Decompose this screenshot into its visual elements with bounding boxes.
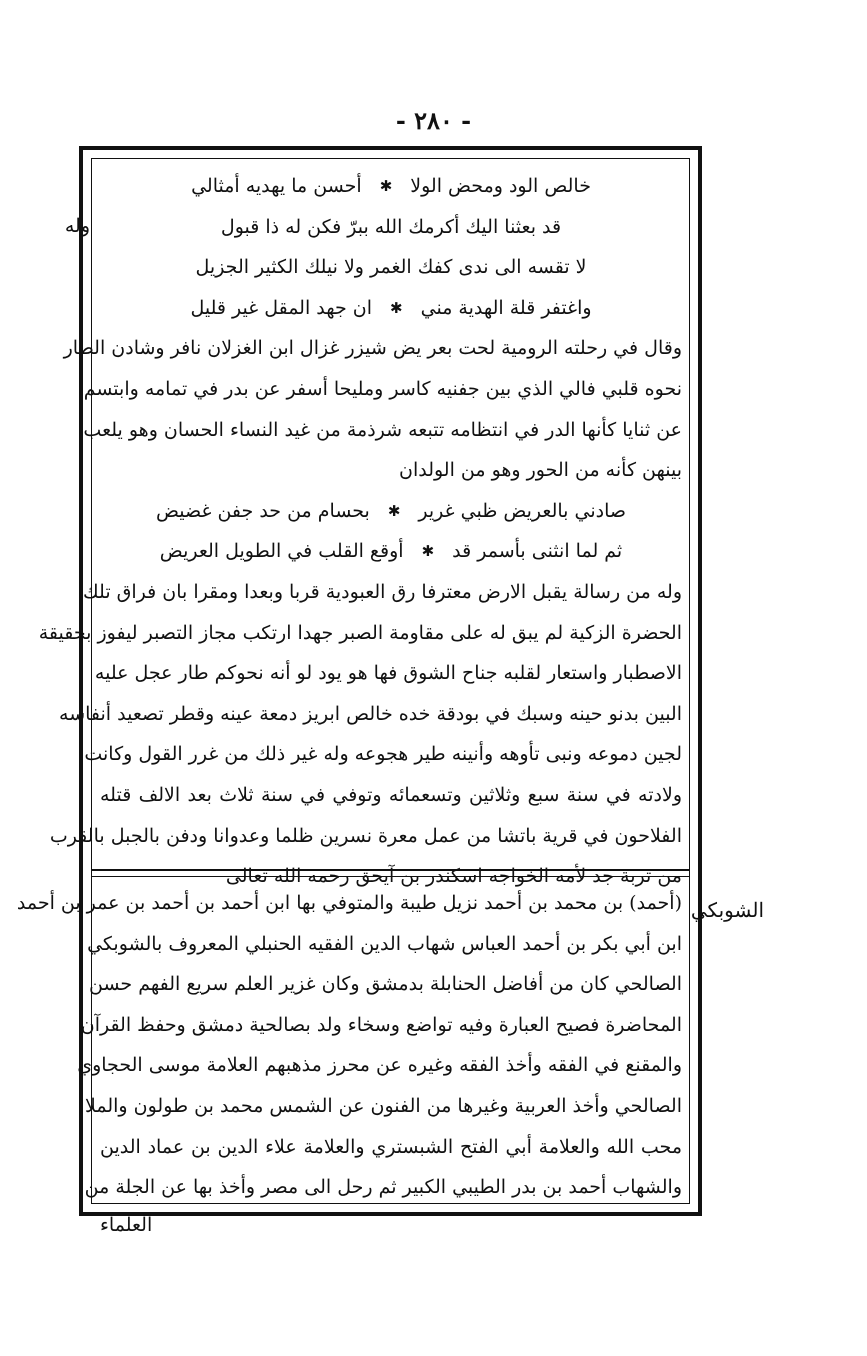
hemistich-left: أحسن ما يهديه أمثالي [191,175,362,197]
biography-line: محب الله والعلامة أبي الفتح الشبستري والعلامة علاء الدين بن عماد الدين [100,1135,682,1158]
verse-line [100,207,682,248]
star-separator-icon: ✱ [387,501,401,520]
prose-line: الاصطبار واستعار لقلبه جناح الشوق فها هو يود لو أنه نحوكم طار عجل عليه [94,662,682,685]
verse-line [100,491,682,532]
star-separator-icon: ✱ [390,298,403,317]
prose-line: نحوه قلبي فالي الذي بين جفنيه كاسر ومليحا أسفر عن بدر في تمامه وابتسم [83,377,682,400]
biography-line: الصالحي كان من أفاضل الحنابلة بدمشق وكان غزير العلم سريع الفهم حسن [89,973,682,996]
biography-line: والشهاب أحمد بن بدر الطيبي الكبير ثم رحل الى مصر وأخذ بها عن الجلة من [84,1176,682,1199]
star-separator-icon: ✱ [421,542,435,561]
biography-line: الصالحي وأخذ العربية وغيرها من الفنون عن الشمس محمد بن طولون والملا [85,1094,682,1117]
biography-line: (أحمد) بن محمد بن أحمد نزيل طيبة والمتوفي بها ابن أحمد بن أحمد بن عمر بن أحمد [16,892,682,914]
prose-line: الفلاحون في قرية باتشا من عمل معرة نسرين ظلما وعدوانا ودفن بالجبل بالقرب [49,824,682,847]
prose-line: الحضرة الزكية لم يبق له على مقاومة الصبر جهدا ارتكب مجاز التصبر ليفوز بحقيقة [38,621,682,644]
page-number: - ٢٨٠ - [395,106,472,135]
lower-section [16,883,682,1208]
section-divider [92,876,690,877]
verse-line [100,531,682,572]
prose-line: ولادته في سنة سبع وثلاثين وتسعمائه وتوفي في سنة ثلاث بعد الالف قتله [100,783,682,806]
hemistich-right: قد بعثنا اليك أكرمك الله ببرّ فكن له ذا قبول [220,215,562,238]
hemistich-right: ثم لما انثنى بأسمر قد [452,540,623,563]
prose-line: وله من رسالة يقبل الارض معترفا رق العبودية قربا وبعدا ومقرا بان فراق تلك [83,580,682,603]
biography-line: والمقنع في الفقه وأخذ الفقه وغيره عن محرز مذهبهم العلامة موسى الحجاوي [77,1054,682,1077]
verse-line [100,166,682,207]
upper-section [38,166,682,897]
hemistich-left: ان جهد المقل غير قليل [190,296,373,319]
prose-line: لجين دموعه ونبى تأوهه وأنينه طير هجوعه وله غير ذلك من غرر القول وكانت [84,743,682,766]
side-label: وله [64,215,90,237]
biography-line: ابن أبي بكر بن أحمد العباس شهاب الدين الفقيه الحنبلي المعروف بالشوبكي [87,932,682,955]
prose-line: من تربة جد لأمه الخواجه اسكندر بن آيحق رحمه الله تعالى [225,865,682,888]
hemistich-left: أوقع القلب في الطويل العريض [159,540,404,563]
hemistich-right: لا تقسه الى ندى كفك الغمر ولا نيلك الكثير الجزيل [195,256,587,279]
prose-line: البين بدنو حينه وسبك في بودقة خده خالص ابريز دمعة عينه وقطر تصعيد أنفاسه [59,702,682,725]
hemistich-left: بحسام من حد جفن غضيض [156,499,370,522]
margin-name: الشوبكي [690,898,764,922]
prose-line: بينهن كأنه من الحور وهو من الولدان [398,459,682,482]
catchword: العلماء [100,1214,153,1236]
verse-line [100,247,682,288]
hemistich-right: خالص الود ومحض الولا [410,175,591,197]
prose-line: وقال في رحلته الرومية لحت بعر يض شيزر غزال ابن الغزلان نافر وشادن الطار [63,337,682,360]
hemistich-right: صادني بالعريض ظبي غرير [418,499,626,522]
prose-line: عن ثنايا كأنها الدر في انتظامه تتبعه شرذمة من غيد النساء الحسان وهو يلعب [83,418,682,441]
star-separator-icon: ✱ [379,177,393,195]
hemistich-right: واغتفر قلة الهدية مني [420,296,592,319]
biography-line: المحاضرة فصيح العبارة وفيه تواضع وسخاء ولد بصالحية دمشق وحفظ القرآن [80,1013,682,1036]
verse-line [100,288,682,329]
section-divider [92,869,690,871]
